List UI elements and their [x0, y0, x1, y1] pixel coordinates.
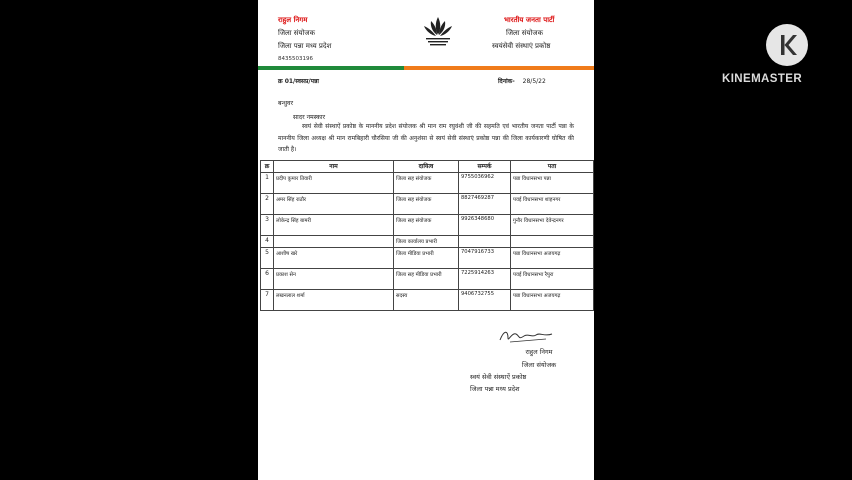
row-sno: 3: [261, 215, 274, 236]
row-phone: 9755036962: [459, 173, 511, 194]
signatory-name: राहुल निगम: [525, 348, 553, 356]
row-role: सदस्य: [394, 290, 459, 311]
row-address: पवई विधानसभा शाहनगर: [511, 194, 594, 215]
signature-block: [494, 326, 584, 371]
stripe-green: [258, 66, 404, 70]
row-phone: 9926348680: [459, 215, 511, 236]
document-page: [258, 0, 594, 480]
row-name: अमर सिंह राठौर: [274, 194, 394, 215]
table-row: [261, 269, 594, 290]
row-phone: 7047916733: [459, 248, 511, 269]
row-sno: 4: [261, 236, 274, 248]
header-contact: सम्पर्क: [459, 161, 511, 173]
row-phone: 8827469287: [459, 194, 511, 215]
date-line: [498, 77, 546, 85]
letterhead-right-dept: स्वयंसेवी संस्थाएं प्रकोष्ठ: [492, 42, 551, 50]
date-label: दिनांक-: [498, 78, 515, 85]
row-role: जिला सह मीडिया प्रभारी: [394, 269, 459, 290]
body-paragraph: स्वयं सेवी संस्थाऐं प्रकोष्ठ के माननीय प्रदेश संयोजक श्री मान राम रघुवंशी जी की सहमति एवं भारतीय जनता पार्टी पन्ना के माननीय जिला अध्यक्ष श्री मान रामबिहारी चौरसिया जी की अनुशंसा से स्वयं सेवी संस्थाएं प्रकोष्ठ पन्ना की जिला कार्यकारणी घोषित की जाती है।: [278, 123, 574, 153]
row-name: प्रकाश सेन: [274, 269, 394, 290]
kinemaster-k-icon: [766, 24, 808, 66]
kinemaster-logo-icon: [766, 24, 808, 66]
row-phone: 7225914263: [459, 269, 511, 290]
party-name: भारतीय जनता पार्टी: [504, 16, 555, 24]
table-row: [261, 173, 594, 194]
signatory-dept: स्वयं सेवी संस्थाऐं प्रकोष्ठ: [470, 373, 527, 381]
letterhead-name: राहुल निगम: [278, 16, 308, 24]
row-name: आशीष खरे: [274, 248, 394, 269]
kinemaster-label: KINEMASTER: [722, 73, 803, 85]
reference-number: क्र 01/स्वसप्र/पन्ना: [278, 78, 319, 85]
signature-scribble-icon: [496, 326, 556, 346]
committee-table: [260, 160, 594, 311]
row-address: पवई विधानसभा रैपुरा: [511, 269, 594, 290]
row-phone: 9406732755: [459, 290, 511, 311]
row-address: पन्ना विधानसभा पन्ना: [511, 173, 594, 194]
letterhead-phone: 8435503196: [278, 56, 313, 62]
row-address: पन्ना विधानसभा अजयगढ़: [511, 290, 594, 311]
header-name: नाम: [274, 161, 394, 173]
row-sno: 2: [261, 194, 274, 215]
row-role: जिला सह संयोजक: [394, 194, 459, 215]
salutation: सादर नमस्कार: [293, 114, 325, 121]
header-address: पता: [511, 161, 594, 173]
row-address: [511, 236, 594, 248]
table-row: [261, 236, 594, 248]
table-row: [261, 248, 594, 269]
row-name: प्रदीप कुमार तिवारी: [274, 173, 394, 194]
row-name: [274, 236, 394, 248]
header-role: दायित्व: [394, 161, 459, 173]
table-header-row: [261, 161, 594, 173]
row-name: लखनलाल शर्मा: [274, 290, 394, 311]
row-role: जिला सह संयोजक: [394, 173, 459, 194]
lotus-logo-icon: [418, 14, 458, 48]
letterhead-right-title: जिला संयोजक: [506, 29, 543, 37]
table-row: [261, 290, 594, 311]
row-sno: 7: [261, 290, 274, 311]
letterhead-title: जिला संयोजक: [278, 29, 315, 37]
header-divider-stripe: [258, 66, 594, 70]
table-row: [261, 194, 594, 215]
row-sno: 6: [261, 269, 274, 290]
row-sno: 5: [261, 248, 274, 269]
row-name: लोकेन्द्र सिंह बामरी: [274, 215, 394, 236]
header-sno: क्र: [261, 161, 274, 173]
stripe-orange: [404, 66, 594, 70]
row-role: जिला मीडिया प्रभारी: [394, 248, 459, 269]
row-address: पन्ना विधानसभा अजयगढ़: [511, 248, 594, 269]
row-sno: 1: [261, 173, 274, 194]
row-phone: [459, 236, 511, 248]
date-value: 28/5/22: [522, 78, 546, 85]
row-address: गुनौर विधानसभा देवेन्द्रनगर: [511, 215, 594, 236]
row-role: जिला कार्यालय प्रभारी: [394, 236, 459, 248]
row-role: जिला सह संयोजक: [394, 215, 459, 236]
table-row: [261, 215, 594, 236]
signatory-district: जिला पन्ना मध्य प्रदेश: [470, 385, 520, 393]
letterhead-district: जिला पन्ना मध्य प्रदेश: [278, 42, 332, 50]
signatory-title: जिला संयोजक: [521, 360, 557, 369]
greeting: बन्धुवर: [278, 100, 294, 107]
